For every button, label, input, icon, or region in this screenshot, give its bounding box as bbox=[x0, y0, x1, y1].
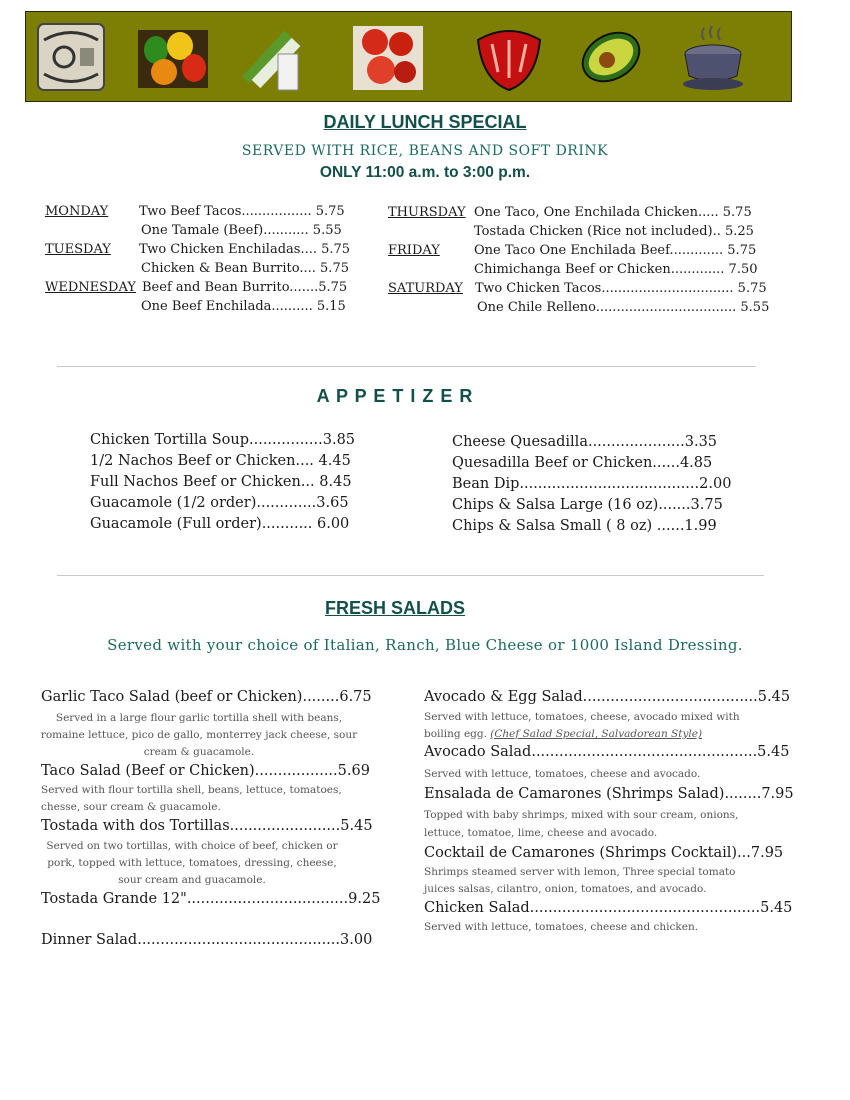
salad-item: Garlic Taco Salad (beef or Chicken)........6.75 bbox=[41, 689, 372, 705]
salad-description: Served with lettuce, tomatoes, cheese, avocado mixed with boiling egg. (Chef Salad Special, Salvadorean Style) bbox=[424, 711, 740, 740]
appetizer-item: Chips & Salsa Small ( 8 oz) ......1.99 bbox=[452, 518, 717, 534]
salad-item: Cocktail de Camarones (Shrimps Cocktail)...7.95 bbox=[424, 845, 784, 861]
lunch-item: One Beef Enchilada.......... 5.15 bbox=[141, 299, 346, 314]
day-saturday: SATURDAY bbox=[388, 281, 463, 296]
divider bbox=[57, 366, 756, 367]
appetizer-item: Bean Dip.......................................2.00 bbox=[452, 476, 732, 492]
appetizer-item: Full Nachos Beef or Chicken... 8.45 bbox=[90, 474, 352, 490]
appetizer-item: Cheese Quesadilla.....................3.35 bbox=[452, 434, 718, 450]
divider bbox=[57, 575, 764, 576]
cooking-pot-icon bbox=[676, 20, 750, 94]
header-banner bbox=[25, 11, 792, 102]
salads-subtitle: Served with your choice of Italian, Ranch, Blue Cheese or 1000 Island Dressing. bbox=[107, 636, 743, 654]
lunch-item: Beef and Bean Burrito.......5.75 bbox=[142, 280, 348, 295]
salad-description: Served on two tortillas, with choice of beef, chicken or pork, topped with lettuce, tomatoes, dressing, cheese, sour cream and guacamole. bbox=[46, 840, 338, 886]
salad-item: Chicken Salad..................................................5.45 bbox=[424, 900, 793, 916]
lunch-item: One Tamale (Beef)........... 5.55 bbox=[141, 223, 342, 238]
salad-item: Dinner Salad............................................3.00 bbox=[41, 932, 373, 948]
salad-description: Topped with baby shrimps, mixed with sour cream, onions, lettuce, tomatoe, lime, cheese and avocado. bbox=[424, 809, 739, 839]
salads-title: FRESH SALADS bbox=[324, 598, 465, 618]
salad-description: Served with flour tortilla shell, beans, lettuce, tomatoes, chesse, sour cream & guacamole. bbox=[41, 784, 342, 813]
salad-item: Tostada Grande 12"...................................9.25 bbox=[41, 891, 381, 907]
salad-item: Tostada with dos Tortillas........................5.45 bbox=[41, 818, 373, 834]
salad-item: Ensalada de Camarones (Shrimps Salad)........7.95 bbox=[424, 786, 794, 802]
salad-description: Served in a large flour garlic tortilla shell with beans, romaine lettuce, pico de gallo, monterrey jack cheese, sour cream & guacamole. bbox=[40, 712, 358, 758]
day-monday: MONDAY bbox=[45, 204, 109, 219]
lunch-item: Chicken & Bean Burrito.... 5.75 bbox=[141, 261, 349, 276]
salad-item: Avocado & Egg Salad......................................5.45 bbox=[424, 689, 791, 705]
peppers-icon bbox=[136, 20, 210, 94]
day-friday: FRIDAY bbox=[388, 243, 440, 258]
chef-special-note: (Chef Salad Special, Salvadorean Style) bbox=[490, 728, 703, 740]
appetizer-item: Guacamole (Full order)........... 6.00 bbox=[90, 516, 350, 532]
lunch-item: Two Chicken Tacos................................ 5.75 bbox=[475, 281, 767, 296]
lunch-item: One Chile Relleno.................................. 5.55 bbox=[477, 300, 770, 315]
appetizer-item: Chicken Tortilla Soup................3.85 bbox=[90, 432, 356, 448]
lunch-hours: ONLY 11:00 a.m. to 3:00 p.m. bbox=[319, 164, 531, 181]
lunch-item: Two Beef Tacos................. 5.75 bbox=[139, 204, 345, 219]
red-pepper-icon bbox=[472, 20, 546, 94]
appetizer-item: Quesadilla Beef or Chicken......4.85 bbox=[452, 455, 713, 471]
day-wednesday: WEDNESDAY bbox=[45, 280, 136, 295]
lunch-item: One Taco, One Enchilada Chicken..... 5.75 bbox=[474, 205, 752, 220]
salad-description: Served with lettuce, tomatoes, cheese and chicken. bbox=[424, 921, 699, 933]
day-tuesday: TUESDAY bbox=[45, 242, 111, 257]
lunch-item: Tostada Chicken (Rice not included).. 5.25 bbox=[474, 224, 754, 239]
appetizer-item: 1/2 Nachos Beef or Chicken.... 4.45 bbox=[90, 453, 351, 469]
leek-icon bbox=[236, 20, 310, 94]
appetizer-title: A P P E T I Z E R bbox=[316, 386, 474, 406]
lunch-subtitle: SERVED WITH RICE, BEANS AND SOFT DRINK bbox=[241, 143, 609, 159]
salad-description: Served with lettuce, tomatoes, cheese and avocado. bbox=[424, 768, 701, 780]
tile-icon bbox=[34, 20, 108, 94]
tomatoes-icon bbox=[351, 20, 425, 94]
appetizer-item: Guacamole (1/2 order).............3.65 bbox=[90, 495, 349, 511]
lunch-item: Chimichanga Beef or Chicken............. 7.50 bbox=[474, 262, 758, 277]
salad-item: Taco Salad (Beef or Chicken)..................5.69 bbox=[41, 763, 370, 779]
lunch-item: Two Chicken Enchiladas.... 5.75 bbox=[139, 242, 351, 257]
avocado-icon bbox=[574, 20, 648, 94]
appetizer-item: Chips & Salsa Large (16 oz).......3.75 bbox=[452, 497, 723, 513]
salad-item: Avocado Salad.................................................5.45 bbox=[424, 744, 790, 760]
salad-description: Shrimps steamed server with lemon, Three special tomato juices salsas, cilantro, onion, tomatoes, and avocado. bbox=[424, 866, 736, 895]
lunch-title: DAILY LUNCH SPECIAL bbox=[323, 112, 527, 132]
day-thursday: THURSDAY bbox=[388, 205, 466, 220]
lunch-item: One Taco One Enchilada Beef............. 5.75 bbox=[474, 243, 757, 258]
